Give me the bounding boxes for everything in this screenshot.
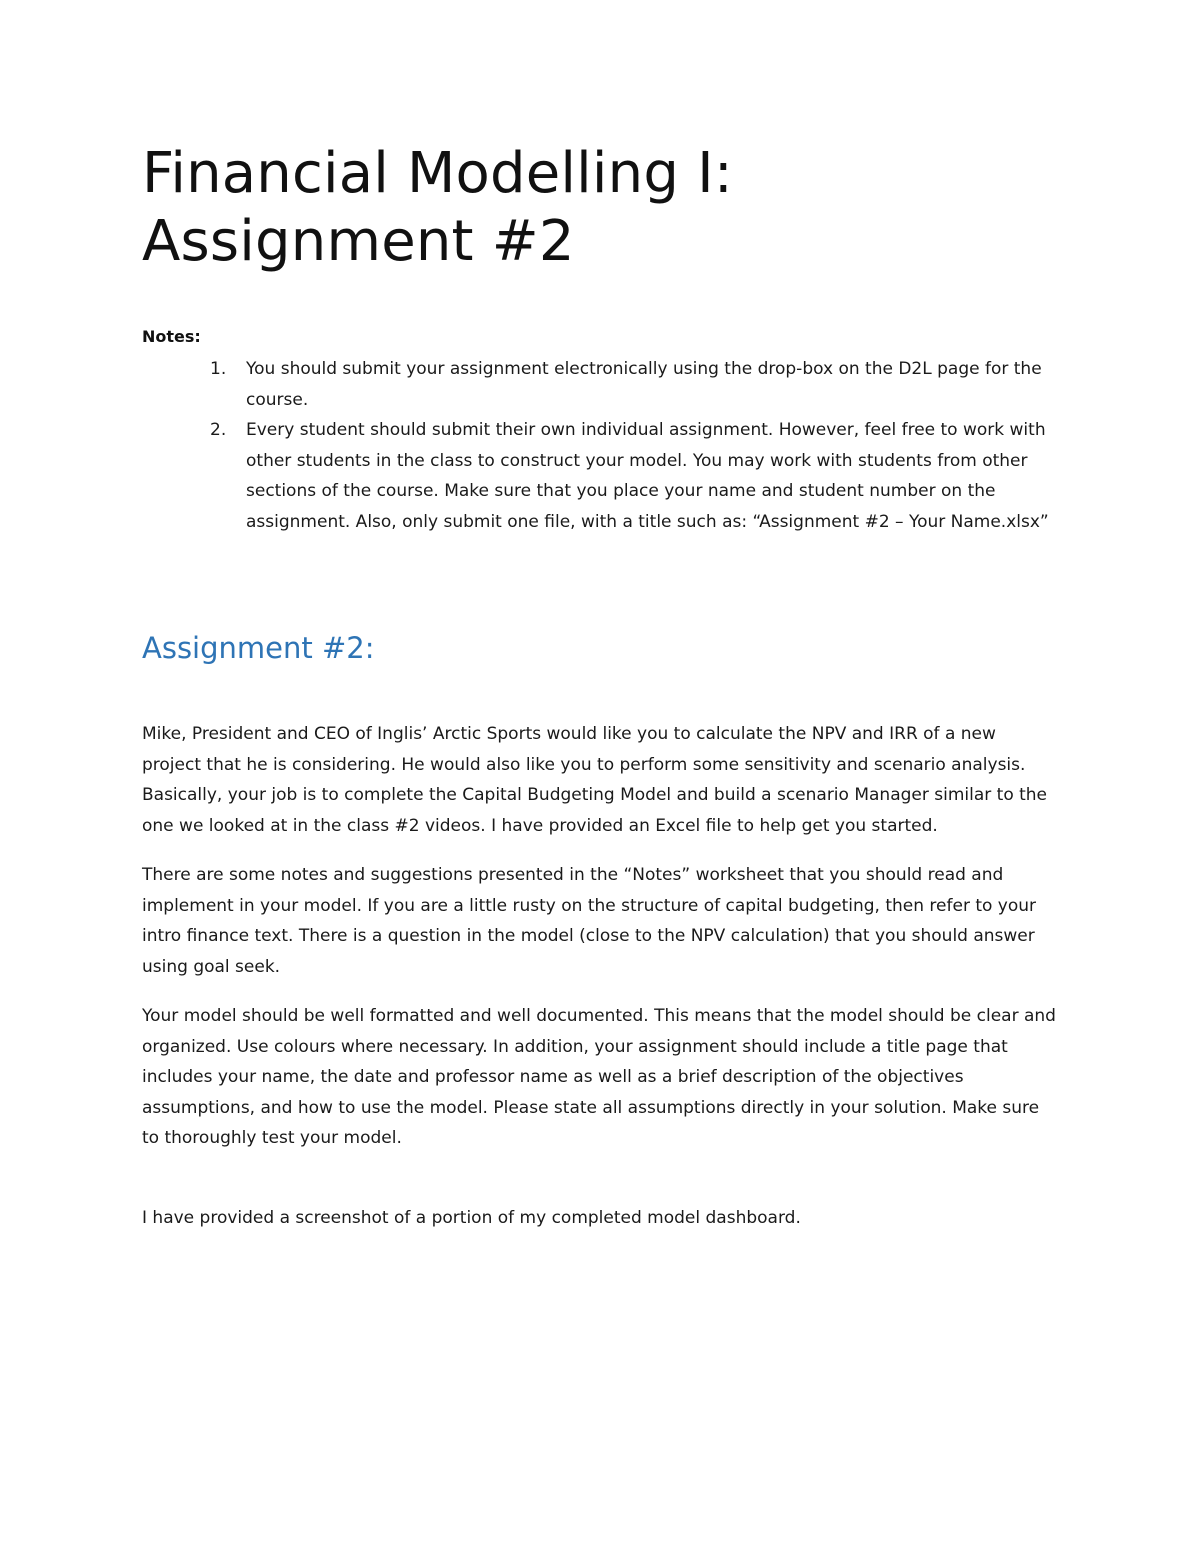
list-item-number: 2. [210,420,227,440]
body-paragraph: There are some notes and suggestions presented in the “Notes” worksheet that you should read and implement in your model. If you are a little rusty on the structure of capital budgeting, then refer to your intro finance text. There is a question in the model (close to the NPV calculation) that you should answer using goal seek. [142,865,1037,977]
notes-list [142,354,1062,537]
notes-list-item [142,415,1062,537]
body-paragraph: Your model should be well formatted and well documented. This means that the model should be clear and organized. Use colours where necessary. In addition, your assignment should include a title page that includes your name, the date and professor name as well as a brief description of the objectives assumptions, and how to use the model. Please state all assumptions directly in your solution. Make sure to thoroughly test your model. [142,1006,1056,1148]
assignment-body [142,719,1057,1252]
document-title: Financial Modelling I: Assignment #2 [142,141,733,274]
body-paragraph: I have provided a screenshot of a portion of my completed model dashboard. [142,1207,801,1228]
list-item-text: You should submit your assignment electronically using the drop-box on the D2L page for the course. [246,359,1042,410]
notes-list-item [142,354,1062,415]
list-item-number: 1. [210,359,227,379]
list-item-text: Every student should submit their own individual assignment. However, feel free to work with other students in the class to construct your model. You may work with students from other sections of the course. Make sure that you place your name and student number on the assignment. Also, only submit one file, with a title such as: “Assignment #2 – Your Name.xlsx” [246,420,1049,532]
section-heading: Assignment #2: [142,631,375,665]
notes-heading: Notes: [142,327,201,346]
notes-section [142,322,1062,537]
body-paragraph: Mike, President and CEO of Inglis’ Arctic Sports would like you to calculate the NPV and IRR of a new project that he is considering. He would also like you to perform some sensitivity and scenario analysis. Basically, your job is to complete the Capital Budgeting Model and build a scenario Manager similar to the one we looked at in the class #2 videos. I have provided an Excel file to help get you started. [142,724,1048,836]
